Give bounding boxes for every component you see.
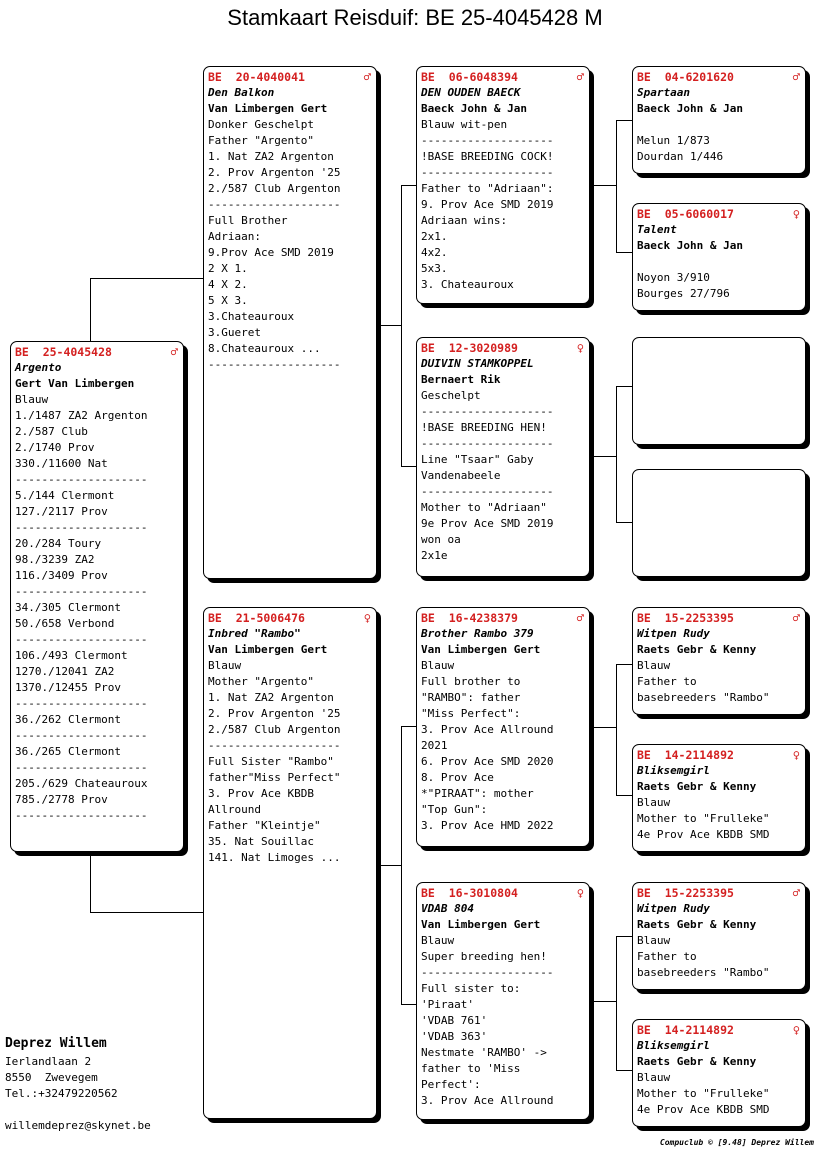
info-line: "Top Gun": bbox=[421, 803, 488, 816]
pigeon-card-mmm bbox=[632, 1019, 806, 1127]
connector bbox=[90, 912, 205, 913]
info-line: 3. Prov Ace Allround bbox=[421, 723, 554, 736]
info-line bbox=[637, 117, 802, 133]
connector bbox=[616, 664, 633, 665]
info-line: Father to bbox=[637, 950, 697, 963]
info-line: 3.Chateauroux bbox=[208, 310, 295, 323]
ring-number: BE 06-6048394 bbox=[421, 70, 518, 84]
info-line bbox=[637, 254, 802, 270]
connector bbox=[616, 386, 633, 387]
connector bbox=[592, 1001, 616, 1002]
pigeon-name: Bliksemgirl bbox=[637, 1039, 710, 1052]
pigeon-card-ffm bbox=[632, 203, 806, 311]
pigeon-card-mmf bbox=[632, 882, 806, 990]
info-line: Father to bbox=[637, 675, 697, 688]
info-line: !BASE BREEDING HEN! bbox=[421, 421, 547, 434]
info-line: 34./305 Clermont bbox=[15, 601, 121, 614]
info-line: Mother to "Frulleke" bbox=[637, 1087, 770, 1100]
divider-line: -------------------- bbox=[208, 358, 341, 371]
pigeon-header bbox=[421, 69, 586, 85]
ring-number: BE 25-4045428 bbox=[15, 345, 112, 359]
pigeon-card-father bbox=[203, 66, 377, 579]
info-line: Line "Tsaar" Gaby bbox=[421, 453, 534, 466]
divider-line: -------------------- bbox=[421, 437, 554, 450]
connector bbox=[401, 185, 417, 186]
info-line: Blauw bbox=[637, 1071, 671, 1084]
info-line: Mother to "Frulleke" bbox=[637, 812, 770, 825]
breeder-name: Baeck John & Jan bbox=[421, 102, 527, 115]
info-line: Super breeding hen! bbox=[421, 950, 547, 963]
info-line: 4e Prov Ace KBDB SMD bbox=[637, 828, 770, 841]
info-line: 35. Nat Souillac bbox=[208, 835, 314, 848]
connector bbox=[592, 456, 616, 457]
divider-line: -------------------- bbox=[15, 521, 148, 534]
connector bbox=[401, 726, 402, 1004]
connector bbox=[401, 185, 402, 466]
pigeon-card-father-mother bbox=[416, 337, 590, 577]
pigeon-card-mother-mother bbox=[416, 882, 590, 1120]
breeder-name: Van Limbergen Gert bbox=[421, 918, 541, 931]
info-line: 50./658 Verbond bbox=[15, 617, 115, 630]
ring-number: BE 14-2114892 bbox=[637, 1023, 734, 1037]
pigeon-card-mother bbox=[203, 607, 377, 1119]
info-line: !BASE BREEDING COCK! bbox=[421, 150, 554, 163]
info-line: "Miss Perfect": bbox=[421, 707, 521, 720]
info-line: 785./2778 Prov bbox=[15, 793, 108, 806]
connector bbox=[90, 852, 91, 912]
connector bbox=[616, 252, 633, 253]
divider-line: -------------------- bbox=[15, 585, 148, 598]
breeder-name: Raets Gebr & Kenny bbox=[637, 918, 757, 931]
info-line: Nestmate 'RAMBO' -> bbox=[421, 1046, 547, 1059]
pigeon-header bbox=[421, 340, 586, 356]
info-line: 3. Prov Ace HMD 2022 bbox=[421, 819, 554, 832]
sex-icon: ♀ bbox=[576, 886, 584, 900]
pigeon-name: Witpen Rudy bbox=[637, 627, 710, 640]
info-line: "RAMBO": father bbox=[421, 691, 521, 704]
pigeon-name: Witpen Rudy bbox=[637, 902, 710, 915]
info-line: 1270./12041 ZA2 bbox=[15, 665, 115, 678]
breeder-name: Van Limbergen Gert bbox=[208, 643, 328, 656]
info-line: Allround bbox=[208, 803, 261, 816]
pigeon-card-mff bbox=[632, 607, 806, 715]
pigeon-card-mother-father bbox=[416, 607, 590, 847]
pigeon-name: Inbred "Rambo" bbox=[208, 627, 301, 640]
owner-name: Deprez Willem bbox=[5, 1036, 107, 1051]
info-line: 36./262 Clermont bbox=[15, 713, 121, 726]
breeder-name: Van Limbergen Gert bbox=[421, 643, 541, 656]
breeder-name: Baeck John & Jan bbox=[637, 239, 743, 252]
info-line: Blauw bbox=[421, 659, 455, 672]
divider-line: -------------------- bbox=[421, 134, 554, 147]
divider-line: -------------------- bbox=[208, 198, 341, 211]
connector bbox=[616, 120, 617, 252]
info-line: 5./144 Clermont bbox=[15, 489, 115, 502]
info-line: 205./629 Chateauroux bbox=[15, 777, 148, 790]
info-line: 330./11600 Nat bbox=[15, 457, 108, 470]
breeder-name: Bernaert Rik bbox=[421, 373, 501, 386]
pigeon-name: Bliksemgirl bbox=[637, 764, 710, 777]
sex-icon: ♀ bbox=[792, 207, 800, 221]
info-line: 1. Nat ZA2 Argenton bbox=[208, 691, 334, 704]
divider-line: -------------------- bbox=[421, 966, 554, 979]
breeder-name: Gert Van Limbergen bbox=[15, 377, 135, 390]
info-line: Blauw bbox=[637, 796, 671, 809]
breeder-name: Baeck John & Jan bbox=[637, 102, 743, 115]
info-line: Bourges 27/796 bbox=[637, 287, 730, 300]
pigeon-name: Talent bbox=[637, 223, 677, 236]
info-line: 9.Prov Ace SMD 2019 bbox=[208, 246, 334, 259]
connector bbox=[592, 185, 616, 186]
info-line: won oa bbox=[421, 533, 461, 546]
info-line: Perfect': bbox=[421, 1078, 481, 1091]
info-line: 36./265 Clermont bbox=[15, 745, 121, 758]
pigeon-header bbox=[208, 610, 373, 626]
divider-line: -------------------- bbox=[421, 485, 554, 498]
info-line: 'VDAB 761' bbox=[421, 1014, 488, 1027]
sex-icon: ♂ bbox=[170, 345, 178, 359]
info-line: Father "Kleintje" bbox=[208, 819, 321, 832]
info-line: 5x3. bbox=[421, 262, 448, 275]
pigeon-card-fmf-empty bbox=[632, 337, 806, 445]
connector bbox=[90, 278, 91, 342]
info-line: Father to "Adriaan": bbox=[421, 182, 554, 195]
info-line: Blauw bbox=[208, 659, 242, 672]
info-line: 8.Chateauroux ... bbox=[208, 342, 321, 355]
sex-icon: ♂ bbox=[363, 70, 371, 84]
info-line: 9e Prov Ace SMD 2019 bbox=[421, 517, 554, 530]
info-line: 141. Nat Limoges ... bbox=[208, 851, 341, 864]
info-line: Blauw bbox=[421, 934, 455, 947]
info-line: Mother "Argento" bbox=[208, 675, 314, 688]
info-line: 127./2117 Prov bbox=[15, 505, 108, 518]
info-line: 'VDAB 363' bbox=[421, 1030, 488, 1043]
sex-icon: ♀ bbox=[363, 611, 371, 625]
pigeon-header bbox=[637, 610, 802, 626]
info-line: 2./1740 Prov bbox=[15, 441, 95, 454]
info-line: 4x2. bbox=[421, 246, 448, 259]
connector bbox=[616, 664, 617, 795]
divider-line: -------------------- bbox=[15, 697, 148, 710]
ring-number: BE 05-6060017 bbox=[637, 207, 734, 221]
pigeon-header bbox=[208, 69, 373, 85]
connector bbox=[616, 936, 633, 937]
info-line: 4e Prov Ace KBDB SMD bbox=[637, 1103, 770, 1116]
owner-block bbox=[5, 1034, 151, 1134]
info-line: Blauw bbox=[637, 934, 671, 947]
info-line: 6. Prov Ace SMD 2020 bbox=[421, 755, 554, 768]
software-credit: Compuclub © [9.48] Deprez Willem bbox=[659, 1138, 814, 1147]
breeder-name: Van Limbergen Gert bbox=[208, 102, 328, 115]
info-line: Donker Geschelpt bbox=[208, 118, 314, 131]
sex-icon: ♂ bbox=[792, 70, 800, 84]
info-line: 2. Prov Argenton '25 bbox=[208, 707, 341, 720]
pigeon-name: Argento bbox=[15, 361, 62, 374]
sex-icon: ♂ bbox=[576, 611, 584, 625]
ring-number: BE 20-4040041 bbox=[208, 70, 305, 84]
breeder-name: Raets Gebr & Kenny bbox=[637, 780, 757, 793]
sex-icon: ♂ bbox=[576, 70, 584, 84]
connector bbox=[401, 1004, 417, 1005]
info-line: 98./3239 ZA2 bbox=[15, 553, 95, 566]
pigeon-header bbox=[637, 885, 802, 901]
info-line: Full Brother bbox=[208, 214, 288, 227]
connector bbox=[401, 726, 417, 727]
info-line: 3.Gueret bbox=[208, 326, 261, 339]
sex-icon: ♂ bbox=[792, 886, 800, 900]
info-line: 2. Prov Argenton '25 bbox=[208, 166, 341, 179]
info-line: father"Miss Perfect" bbox=[208, 771, 341, 784]
divider-line: -------------------- bbox=[15, 633, 148, 646]
ring-number: BE 16-3010804 bbox=[421, 886, 518, 900]
info-line: 106./493 Clermont bbox=[15, 649, 128, 662]
ring-number: BE 21-5006476 bbox=[208, 611, 305, 625]
info-line: father to 'Miss bbox=[421, 1062, 521, 1075]
info-line: 1. Nat ZA2 Argenton bbox=[208, 150, 334, 163]
ring-number: BE 15-2253395 bbox=[637, 886, 734, 900]
info-line: 2./587 Club Argenton bbox=[208, 723, 341, 736]
pigeon-name: Den Balkon bbox=[208, 86, 275, 99]
info-line: Full brother to bbox=[421, 675, 521, 688]
info-line: Vandenabeele bbox=[421, 469, 501, 482]
connector bbox=[401, 466, 417, 467]
info-line: 2x1e bbox=[421, 549, 448, 562]
info-line: 116./3409 Prov bbox=[15, 569, 108, 582]
info-line: Dourdan 1/446 bbox=[637, 150, 724, 163]
pigeon-header bbox=[421, 885, 586, 901]
pigeon-name: DUIVIN STAMKOPPEL bbox=[421, 357, 534, 370]
info-line: 3. Prov Ace Allround bbox=[421, 1094, 554, 1107]
info-line: 2./587 Club bbox=[15, 425, 88, 438]
info-line: Noyon 3/910 bbox=[637, 271, 710, 284]
sex-icon: ♀ bbox=[792, 748, 800, 762]
pigeon-card-fmm-empty bbox=[632, 469, 806, 577]
pigeon-name: Spartaan bbox=[637, 86, 690, 99]
info-line: 2x1. bbox=[421, 230, 448, 243]
info-line: 1./1487 ZA2 Argenton bbox=[15, 409, 148, 422]
sex-icon: ♀ bbox=[576, 341, 584, 355]
info-line: 1370./12455 Prov bbox=[15, 681, 121, 694]
divider-line: -------------------- bbox=[421, 166, 554, 179]
info-line: Blauw wit-pen bbox=[421, 118, 508, 131]
pigeon-header bbox=[421, 610, 586, 626]
pigeon-card-mfm bbox=[632, 744, 806, 852]
ring-number: BE 14-2114892 bbox=[637, 748, 734, 762]
pigeon-header bbox=[637, 206, 802, 222]
info-line: 4 X 2. bbox=[208, 278, 248, 291]
ring-number: BE 12-3020989 bbox=[421, 341, 518, 355]
divider-line: -------------------- bbox=[15, 473, 148, 486]
info-line: Full sister to: bbox=[421, 982, 521, 995]
owner-email[interactable]: willemdeprez@skynet.be bbox=[5, 1119, 151, 1132]
connector bbox=[616, 120, 633, 121]
owner-street: Ierlandlaan 2 bbox=[5, 1055, 92, 1068]
pigeon-header bbox=[637, 1022, 802, 1038]
info-line: 2021 bbox=[421, 739, 448, 752]
pigeon-card-father-father bbox=[416, 66, 590, 304]
owner-city: 8550 Zwevegem bbox=[5, 1071, 98, 1084]
pigeon-name: Brother Rambo 379 bbox=[421, 627, 534, 640]
connector bbox=[592, 727, 616, 728]
connector bbox=[616, 936, 617, 1070]
connector bbox=[616, 1070, 633, 1071]
pigeon-header bbox=[637, 69, 802, 85]
info-line: Mother to "Adriaan" bbox=[421, 501, 547, 514]
info-line: Father "Argento" bbox=[208, 134, 314, 147]
info-line: Blauw bbox=[637, 659, 671, 672]
info-line: 20./284 Toury bbox=[15, 537, 102, 550]
connector bbox=[616, 522, 633, 523]
info-line: basebreeders "Rambo" bbox=[637, 691, 770, 704]
connector bbox=[380, 325, 401, 326]
info-line: 9. Prov Ace SMD 2019 bbox=[421, 198, 554, 211]
pigeon-card-subject bbox=[10, 341, 184, 852]
info-line: 2./587 Club Argenton bbox=[208, 182, 341, 195]
ring-number: BE 15-2253395 bbox=[637, 611, 734, 625]
info-line: Melun 1/873 bbox=[637, 134, 710, 147]
info-line: Adriaan wins: bbox=[421, 214, 508, 227]
pigeon-name: DEN OUDEN BAECK bbox=[421, 86, 521, 99]
info-line: *"PIRAAT": mother bbox=[421, 787, 534, 800]
connector bbox=[616, 795, 633, 796]
divider-line: -------------------- bbox=[421, 405, 554, 418]
connector bbox=[90, 278, 205, 279]
divider-line: -------------------- bbox=[208, 739, 341, 752]
info-line: Geschelpt bbox=[421, 389, 481, 402]
info-line: basebreeders "Rambo" bbox=[637, 966, 770, 979]
ring-number: BE 04-6201620 bbox=[637, 70, 734, 84]
pigeon-header bbox=[637, 747, 802, 763]
info-line: Full Sister "Rambo" bbox=[208, 755, 334, 768]
pigeon-name: VDAB 804 bbox=[421, 902, 474, 915]
ring-number: BE 16-4238379 bbox=[421, 611, 518, 625]
pigeon-header bbox=[15, 344, 180, 360]
sex-icon: ♀ bbox=[792, 1023, 800, 1037]
connector bbox=[616, 386, 617, 522]
sex-icon: ♂ bbox=[792, 611, 800, 625]
divider-line: -------------------- bbox=[15, 761, 148, 774]
info-line: 3. Prov Ace KBDB bbox=[208, 787, 314, 800]
page-title: Stamkaart Reisduif: BE 25-4045428 M bbox=[227, 5, 603, 30]
info-line: 2 X 1. bbox=[208, 262, 248, 275]
divider-line: -------------------- bbox=[15, 809, 148, 822]
info-line: Adriaan: bbox=[208, 230, 261, 243]
breeder-name: Raets Gebr & Kenny bbox=[637, 643, 757, 656]
info-line: 5 X 3. bbox=[208, 294, 248, 307]
breeder-name: Raets Gebr & Kenny bbox=[637, 1055, 757, 1068]
info-line: 8. Prov Ace bbox=[421, 771, 494, 784]
info-line: Blauw bbox=[15, 393, 49, 406]
pigeon-card-fff bbox=[632, 66, 806, 174]
owner-phone: Tel.:+32479220562 bbox=[5, 1087, 118, 1100]
info-line: 3. Chateauroux bbox=[421, 278, 514, 291]
connector bbox=[380, 865, 401, 866]
info-line: 'Piraat' bbox=[421, 998, 474, 1011]
divider-line: -------------------- bbox=[15, 729, 148, 742]
